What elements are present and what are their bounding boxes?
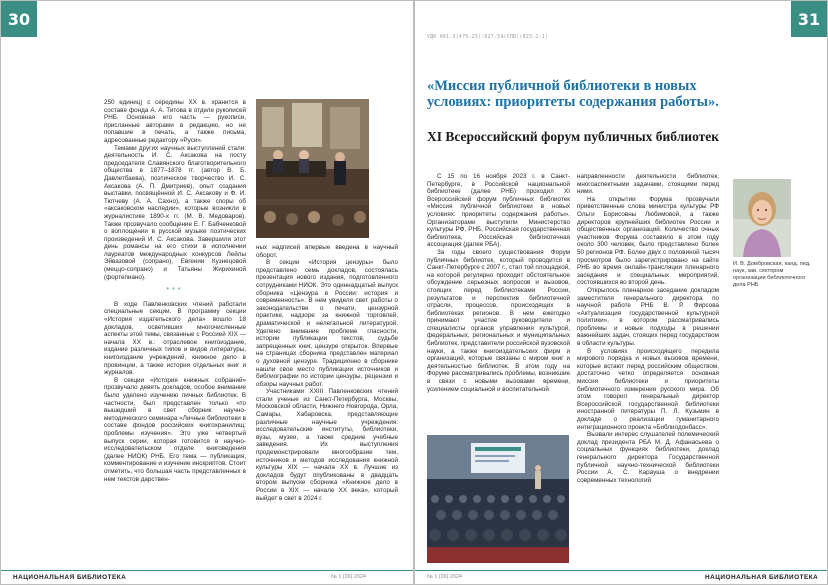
- paragraph: Вызвали интерес слушателей полемический доклад президента РБА М. Д. Афанасьева о социальных функциях библиотеки, доклад генерального директора Государственной публичной научно-технической библиотеки России А. С. Карауша о внедрении современных технологий: [577, 431, 719, 484]
- paragraph: Открылось пленарное заседание докладом заместителя генерального директора по научной работе РНБ В. Р. Фирсова «Актуализация государственной культурной политики», в котором рассматривались проблемы и новые подходы в решении важнейших задач, стоящих перед государством в области культуры.: [577, 286, 719, 348]
- conference-hall-photo: [256, 99, 369, 238]
- issue-number: № 1 (26) 2024: [331, 574, 366, 580]
- paragraph: С 15 по 16 ноября 2023 г. в Санкт-Петербурге, в Российской национальной библиотеке (далее РНБ) проходил XI Всероссийский форум публичных библиотек «Миссия публичной библиотеки в новых условиях: приоритеты содержания работы». Организаторами выступили Министерство культуры РФ, РНБ, Российская государственная библиотека, Российская библиотечная ассоциация (далее РБА).: [427, 173, 570, 249]
- right-footer: [415, 568, 827, 584]
- paragraph: Темами других научных выступлений стали: деятельность И. С. Аксакова на посту председателя Славянского благотворительного общества в 1877–1878 гг. (автор В. Б. Давлетбаева), поэтическое творчество И. С. Аксакова (А. П. Дмитриев), опыт создания выставки, посвящённой И. С. Аксакову и Ф. И. Тютчеву (А. А. Сахно), а также споры об «аксаковском наследии», которые возникли в журналистике 1890-х гг. (М. В. Медоваров). Также прозвучало сообщение Е. Г. Бабченковой о воплощении в русской музыке поэтических произведений И. С. Аксакова. Завершили этот день романсы на его стихи в исполнении лауреатов международных конкурсов Лейлы Эйвазовой (сопрано), Евгении Кузнецовой (меццо-сопрано) и Татьяны Жирихиной (фортепиано).: [104, 144, 246, 281]
- magazine-name: НАЦИОНАЛЬНАЯ БИБЛИОТЕКА: [13, 574, 127, 581]
- article-subtitle: XI Всероссийский форум публичных библиотек: [427, 129, 720, 144]
- paragraph: ных надписей впервые введена в научный оборот.: [256, 244, 398, 259]
- paragraph: Участниками XXIII Павленковских чтений стали ученые из Санкт-Петербурга, Москвы, Московской области, Нижнего Новгорода, Орла, Самары, Хабаровска, представляющие различные научные учреждения: исследовательские институты, библиотеки, вузы, музеи, а также средние учебные заведения. Их выступления продемонстрировали многообразие тем, источников и методов исследования книжной культуры XIX — начала XX в. Лучшие из докладов будут опубликованы в двадцать втором выпуске сборника «Книжное дело в России в XIX — начале XX века», который выйдет в свет в 2024 г.: [256, 388, 398, 502]
- right-page: [415, 1, 827, 584]
- page-number-right: 31: [791, 1, 827, 37]
- left-column-2: [256, 244, 398, 539]
- right-column-1: [427, 173, 570, 433]
- issue-number: № 1 (26) 2024: [427, 574, 462, 580]
- paragraph: направленности деятельности библиотек, многоаспектными задачами, стоящими перед ними.: [577, 173, 719, 196]
- forum-hall-photo: [427, 435, 569, 563]
- author-caption: И. В. Домбровская, канд. пед. наук, зав. сектором организации библиотечного дела РНБ: [733, 261, 811, 288]
- paragraph: В секции «История цензуры» было представлено семь докладов, состоялась презентация нового издания, подготовленного сотрудниками НИОК. Это одиннадцатый выпуск сборника «Цензура в России: история и современность». В нем увидели свет работы о законодательстве о печати, цензурной практике, надзоре за книжной торговлей, драматической и нелегальной литературой. Уделено внимание проблеме гласности, истории публикации текстов, судьбе запрещенных книг, цензуре открыток. Впервые на страницах сборника представлен материал о духовной цензуре. Традиционно в сборнике нашли свое место публикации источников и библиографии по истории цензуры, рецензии и обзоры научных работ.: [256, 259, 398, 388]
- left-column-1: [104, 99, 246, 539]
- magazine-name: НАЦИОНАЛЬНАЯ БИБЛИОТЕКА: [705, 574, 819, 581]
- page-number-left: 30: [1, 1, 37, 37]
- author-portrait: [733, 179, 791, 257]
- paragraph: В условиях происходящего передела мирового порядка и новых вызовов времени, которые встают перед российским обществом, достаточно четко определяется основная миссия библиотеки и приоритеты библиотечного измерения русского мира. Об этом говорил генеральный директор Всероссийской государственной библиотеки иностранной литературы П. Л. Кузьмин в докладе о реализации гуманитарного интеграционного проекта «Библиодонбасс».: [577, 347, 719, 431]
- paragraph: 250 единиц) с середины XX в. хранится в составе фонда А. А. Титова в отделе рукописей РНБ. Основная его часть — рукописи, присланные авторами в редакцию, но не попавшие в печать, а также письма, адресованные редактору «Руси».: [104, 99, 246, 144]
- article-title: «Миссия публичной библиотеки в новых условиях: приоритеты содержания работы».: [427, 78, 719, 110]
- paragraph: За годы своего существования Форум публичных библиотек, который проводится в Санкт-Петербурге с 2007 г., стал той площадкой, на которой регулярно проходит обстоятельное обсуждение серьезных вопросов и вызовов, стоящих перед библиотеками России, результатов и перспектив библиотечной отрасли, процессов, происходящих в библиотеках регионов. В нем ежегодно принимают участие руководители и специалисты органов управления культурой, федеральных, региональных и муниципальных библиотек, представители российской вузовской науки, а также книгоиздательских фирм и организаций, которые связаны с миром книг и деятельностью библиотек. В этом году на Форуме рассматривались проблемы, возникшие в связи с новыми вызовами времени, усилением социальной и воспитательной: [427, 248, 570, 393]
- udk-code: УДК 061.3(470-25):027.54(СПБ)(023-2:1): [427, 35, 549, 40]
- left-page: [1, 1, 413, 584]
- paragraph: На открытии Форума прозвучали приветственные слова министра культуры РФ Ольги Борисовны Любимовой, а также директоров крупнейших библиотек России и общественных организаций. Количество очных участников Форума составило в этом году около 300 человек, было представлено более 50 регионов РФ. Более двух с половиной тысяч просмотров было зарегистрировано на сайте РНБ во время онлайн-трансляции пленарного заседания и специальных мероприятий, состоявшихся во второй день.: [577, 195, 719, 287]
- left-footer: [1, 568, 413, 584]
- paragraph: В ходе Павленковских чтений работали специальные секции. В программу секции «История издательского дела» вошло 18 докладов, осветивших многочисленные аспекты этой темы, связанные с Россией XIX — начала XX в.: отраслевое книгоиздание, издание различных типов и видов литературы, книгоиздание учреждений, книжное дело в провинции, а также история отдельных книг и журналов.: [104, 300, 246, 377]
- paragraph: В секции «История книжных собраний» прозвучало девять докладов, особое внимание было уделено изучению личных библиотек. В частности, был представлен только что вышедший в свет сборник научно-методического семинара «Личные библиотеки в составе фондов российских книгохранилищ: проблемы изучения». Это уже четвертый выпуск серии, которая готовится в научно-исследовательском отделе книговедения (далее НИОК) РНБ. Его тема — публикация, комментирование и изучение инскриптов. Стоит отметить, что большая часть представленных в нем текстов дарствен-: [104, 376, 246, 483]
- section-separator: ***: [166, 287, 184, 295]
- right-column-2: [577, 173, 719, 563]
